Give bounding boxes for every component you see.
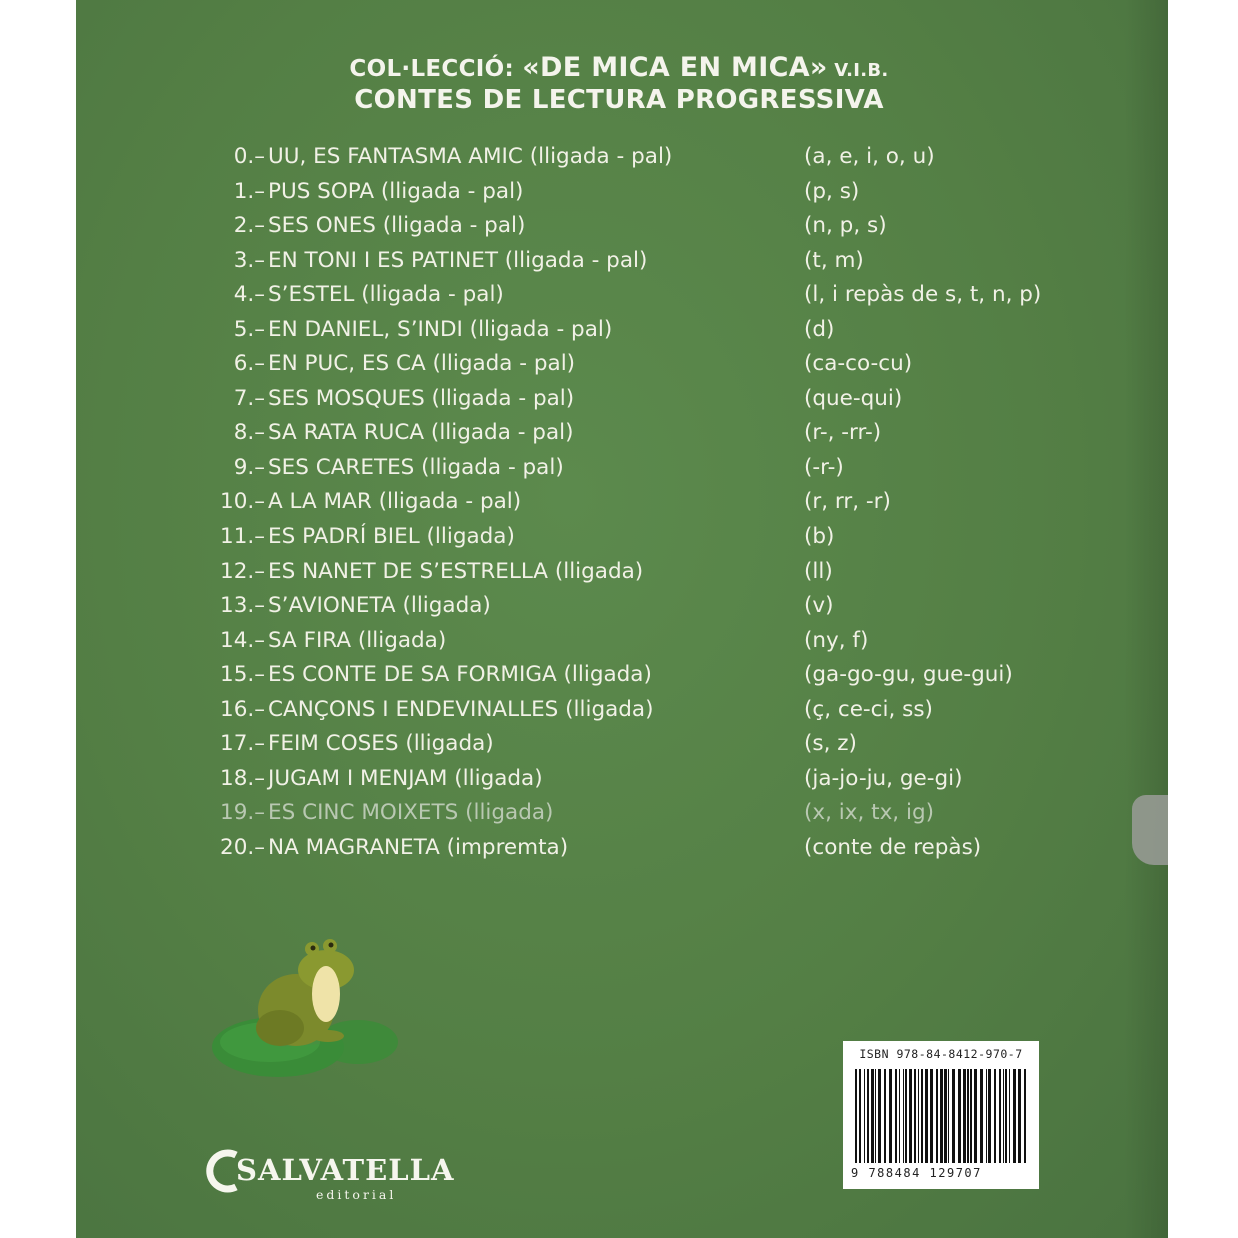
isbn-digits: 9 788484 129707 <box>851 1166 982 1180</box>
book-number: 17.– <box>220 731 265 757</box>
book-number: 18.– <box>220 765 265 791</box>
book-number: 9.– <box>233 454 265 480</box>
book-number: 6.– <box>233 351 265 377</box>
book-letters: (ja-jo-ju, ge-gi) <box>804 765 963 791</box>
barcode-bar <box>999 1069 1001 1163</box>
book-title: UU, ES FANTASMA AMIC (lligada - pal) <box>268 144 673 169</box>
barcode-bar <box>921 1069 923 1163</box>
book-row <box>0 244 1238 279</box>
book-letters: (-r-) <box>804 454 844 480</box>
barcode-bar <box>930 1069 933 1163</box>
barcode-bar <box>1013 1069 1016 1163</box>
barcode-bar <box>867 1069 869 1163</box>
book-row <box>0 658 1238 693</box>
book-letters: (d) <box>804 316 835 342</box>
book-row <box>0 278 1238 313</box>
barcode-bar <box>963 1069 966 1163</box>
book-title: A LA MAR (lligada - pal) <box>268 489 522 515</box>
book-letters: (l, i repàs de s, t, n, p) <box>804 282 1042 308</box>
book-title: S’ESTEL (lligada - pal) <box>268 282 504 308</box>
book-number: 10.– <box>220 489 265 515</box>
barcode-bar <box>855 1069 857 1163</box>
book-title: S’AVIONETA (lligada) <box>268 593 491 619</box>
book-row <box>0 727 1238 762</box>
frog-pupil-left <box>311 946 316 951</box>
book-letters: (v) <box>804 593 834 619</box>
book-title: SA RATA RUCA (lligada - pal) <box>268 420 574 446</box>
book-number: 1.– <box>233 178 265 204</box>
book-row <box>0 485 1238 520</box>
book-row <box>0 313 1238 348</box>
frog-illustration <box>208 932 398 1082</box>
book-row <box>0 382 1238 417</box>
barcode-bar <box>958 1069 961 1163</box>
barcode-bar <box>994 1069 996 1163</box>
book-title: SES MOSQUES (lligada - pal) <box>268 385 575 411</box>
book-letters: (p, s) <box>804 178 860 204</box>
book-letters: (conte de repàs) <box>804 834 982 860</box>
barcode-bar <box>903 1069 904 1163</box>
book-row <box>0 693 1238 728</box>
barcode-bar <box>1005 1069 1007 1163</box>
barcode-bar <box>980 1069 983 1163</box>
collection-prefix: COL·LECCIÓ: <box>349 56 523 82</box>
barcode-bar <box>1024 1069 1026 1163</box>
barcode-bar <box>952 1069 955 1163</box>
book-letters: (ca-co-cu) <box>804 351 913 377</box>
book-number: 5.– <box>233 316 265 342</box>
collection-heading <box>0 52 1238 83</box>
barcode-bar <box>884 1069 886 1163</box>
book-title: ES PADRÍ BIEL (lligada) <box>268 524 515 550</box>
isbn-barcode-box <box>843 1041 1039 1189</box>
book-number: 12.– <box>220 558 265 584</box>
book-title: ES CINC MOIXETS (lligada) <box>268 800 554 826</box>
book-letters: (que-qui) <box>804 385 903 411</box>
book-title: SES ONES (lligada - pal) <box>268 213 526 239</box>
book-number: 11.– <box>220 524 265 550</box>
barcode-bar <box>1003 1069 1004 1163</box>
book-row <box>0 175 1238 210</box>
barcode-bar <box>918 1069 919 1163</box>
book-title: PUS SOPA (lligada - pal) <box>268 178 524 204</box>
barcode-bar <box>974 1069 977 1163</box>
book-number: 16.– <box>220 696 265 722</box>
barcode-bar <box>859 1069 861 1163</box>
barcode-bar <box>909 1069 912 1163</box>
book-letters: (b) <box>804 524 835 550</box>
barcode-bar <box>914 1069 916 1163</box>
book-letters: (t, m) <box>804 247 864 273</box>
barcode-bar <box>986 1069 987 1163</box>
book-number: 19.– <box>220 800 265 826</box>
bookmark-tab <box>1132 795 1168 865</box>
book-title: NA MAGRANETA (impremta) <box>268 834 569 860</box>
book-title: ES NANET DE S’ESTRELLA (lligada) <box>268 558 644 584</box>
collection-subtitle: CONTES DE LECTURA PROGRESSIVA <box>354 85 884 115</box>
barcode-bar <box>1009 1069 1010 1163</box>
barcode-bar <box>925 1069 928 1163</box>
book-list <box>0 140 1238 865</box>
book-number: 14.– <box>220 627 265 653</box>
book-number: 7.– <box>233 385 265 411</box>
book-title: JUGAM I MENJAM (lligada) <box>268 765 543 791</box>
barcode-bar <box>988 1069 991 1163</box>
book-row <box>0 796 1238 831</box>
book-letters: (r, rr, -r) <box>804 489 891 515</box>
frog-belly <box>312 966 340 1022</box>
book-letters: (a, e, i, o, u) <box>804 144 935 169</box>
book-title: CANÇONS I ENDEVINALLES (lligada) <box>268 696 654 722</box>
book-number: 3.– <box>233 247 265 273</box>
barcode-bar <box>899 1069 900 1163</box>
book-row <box>0 831 1238 866</box>
book-row <box>0 555 1238 590</box>
frog-foot <box>312 1030 344 1042</box>
book-title: ES CONTE DE SA FORMIGA (lligada) <box>268 662 652 688</box>
book-letters: (ny, f) <box>804 627 869 653</box>
book-row <box>0 451 1238 486</box>
book-number: 4.– <box>233 282 265 308</box>
isbn-label: ISBN 978-84-8412-970-7 <box>859 1047 1023 1061</box>
book-title: SES CARETES (lligada - pal) <box>268 454 564 480</box>
barcode-bar <box>875 1069 876 1163</box>
frog-leg <box>256 1010 304 1046</box>
frog-pupil-right <box>329 943 334 948</box>
barcode-bar <box>905 1069 907 1163</box>
barcode-bar <box>864 1069 865 1163</box>
barcode-bar <box>970 1069 972 1163</box>
book-number: 20.– <box>220 834 265 860</box>
book-letters: (ll) <box>804 558 833 584</box>
barcode-bar <box>967 1069 969 1163</box>
barcode-bar <box>1018 1069 1021 1163</box>
barcode-bar <box>878 1069 881 1163</box>
book-row <box>0 347 1238 382</box>
book-number: 15.– <box>220 662 265 688</box>
collection-suffix: V.I.B. <box>827 60 889 81</box>
book-number: 8.– <box>233 420 265 446</box>
publisher-sub: editorial <box>316 1187 397 1202</box>
book-letters: (n, p, s) <box>804 213 887 239</box>
book-number: 2.– <box>233 213 265 239</box>
book-row <box>0 209 1238 244</box>
publisher-logo <box>206 1145 455 1205</box>
publisher-name: SALVATELLA <box>236 1153 455 1187</box>
book-row <box>0 140 1238 175</box>
book-title: EN TONI I ES PATINET (lligada - pal) <box>268 247 648 273</box>
barcode-bar <box>940 1069 943 1163</box>
barcode-bar <box>948 1069 949 1163</box>
barcode-bar <box>936 1069 938 1163</box>
book-row <box>0 589 1238 624</box>
book-title: EN DANIEL, S’INDI (lligada - pal) <box>268 316 613 342</box>
book-number: 13.– <box>220 593 265 619</box>
book-letters: (r-, -rr-) <box>804 420 882 446</box>
book-row <box>0 520 1238 555</box>
book-title: FEIM COSES (lligada) <box>268 731 494 757</box>
barcode-bar <box>895 1069 897 1163</box>
barcode-bar <box>871 1069 874 1163</box>
book-letters: (x, ix, tx, ig) <box>804 800 934 826</box>
book-row <box>0 624 1238 659</box>
barcode <box>855 1069 1027 1163</box>
book-title: SA FIRA (lligada) <box>268 627 447 653</box>
collection-name: «DE MICA EN MICA» <box>522 52 828 83</box>
book-row <box>0 416 1238 451</box>
barcode-bar <box>889 1069 892 1163</box>
book-row <box>0 762 1238 797</box>
book-letters: (ga-go-gu, gue-gui) <box>804 662 1013 688</box>
book-letters: (s, z) <box>804 731 857 757</box>
barcode-bar <box>944 1069 947 1163</box>
book-letters: (ç, ce-ci, ss) <box>804 696 933 722</box>
book-number: 0.– <box>233 144 265 169</box>
book-title: EN PUC, ES CA (lligada - pal) <box>268 351 576 377</box>
